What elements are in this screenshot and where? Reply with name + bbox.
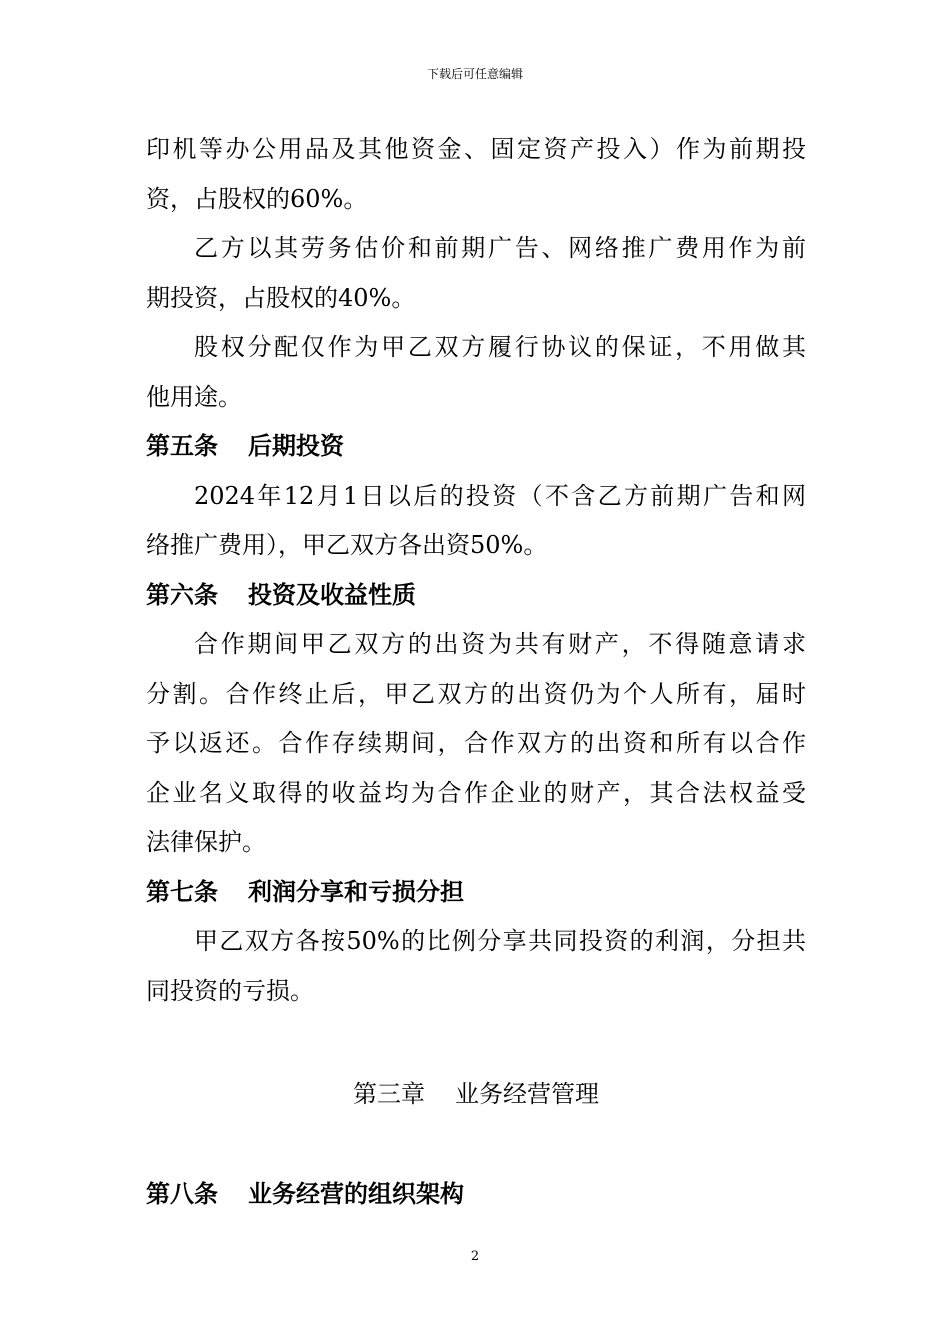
article-heading-7 (146, 868, 806, 918)
article-number: 第八条 (146, 1180, 218, 1208)
article-heading-5 (146, 422, 806, 472)
article-title: 后期投资 (248, 432, 344, 460)
paragraph-line: 分割。合作终止后，甲乙双方的出资仍为个人所有，届时 (146, 679, 806, 708)
article-heading-6 (146, 571, 806, 621)
chapter-title: 业务经营管理 (455, 1080, 599, 1108)
article-heading-8 (146, 1170, 806, 1220)
paragraph-line: 股权分配仅作为甲乙双方履行协议的保证，不用做其 (194, 333, 806, 361)
paragraph-line: 乙方以其劳务估价和前期广告、网络推广费用作为前 (194, 234, 806, 262)
document-body-top (146, 125, 806, 1016)
paragraph-line: 甲乙双方各按50%的比例分享共同投资的利润，分担共 (194, 927, 806, 955)
document-body-bottom (146, 1170, 806, 1220)
chapter-heading (146, 1070, 806, 1120)
paragraph-line: 资，占股权的60%。 (146, 184, 368, 213)
article-title: 利润分享和亏损分担 (248, 877, 464, 906)
article-title: 业务经营的组织架构 (248, 1180, 464, 1208)
paragraph-line: 印机等办公用品及其他资金、固定资产投入）作为前期投 (146, 135, 806, 163)
paragraph-line: 予以返还。合作存续期间，合作双方的出资和所有以合作 (146, 729, 806, 757)
paragraph-line: 法律保护。 (146, 828, 266, 856)
header-note: 下载后可任意编辑 (426, 67, 523, 81)
page-number: 2 (470, 1249, 480, 1264)
paragraph-line: 企业名义取得的收益均为合作企业的财产，其合法权益受 (146, 778, 806, 807)
paragraph-line: 合作期间甲乙双方的出资为共有财产，不得随意请求 (194, 630, 806, 658)
chapter-number: 第三章 (353, 1080, 425, 1108)
paragraph-line: 期投资，占股权的40%。 (146, 283, 416, 312)
article-number: 第七条 (146, 877, 218, 906)
article-number: 第六条 (146, 580, 218, 609)
article-number: 第五条 (146, 432, 218, 460)
article-title: 投资及收益性质 (248, 580, 416, 609)
paragraph-line: 同投资的亏损。 (146, 976, 314, 1005)
paragraph-line: 络推广费用），甲乙双方各出资50%。 (146, 531, 548, 559)
paragraph-line: 他用途。 (146, 382, 242, 411)
paragraph-line: 2024年12月1日以后的投资（不含乙方前期广告和网 (194, 481, 806, 510)
